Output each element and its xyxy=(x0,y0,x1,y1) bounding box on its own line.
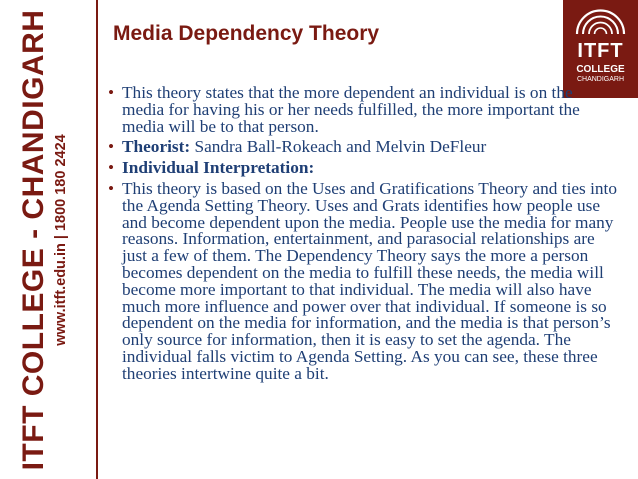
bullet-item xyxy=(106,178,618,383)
sidebar-vertical-text xyxy=(17,10,71,471)
bullet-text: Sandra Ball-Rokeach and Melvin DeFleur xyxy=(190,137,487,157)
bullet-text: This theory is based on the Uses and Gratifications Theory and ties into the Agenda Setting Theory. Uses and Grats identifies how people use and become dependent upon the media. People use the media for many reasons. Information, entertainment, and parasocial relationships are just a few of them. The Dependency Theory says the more a person becomes dependent on the media to fulfill these needs, the media will become more important to that individual. The media will also have much more influence and power over that individual. If someone is so dependent on the media for information, and the media is that person’s only source for information, then it is easy to set the agenda. The individual falls victim to Agenda Setting. As you can see, these three theories intertwine quite a bit. xyxy=(122,178,617,383)
bullet-icon: • xyxy=(108,137,115,157)
logo-arch-icon xyxy=(563,0,638,40)
bullet-label: Theorist: xyxy=(122,137,191,157)
logo-college: COLLEGE xyxy=(576,64,625,75)
logo-city: CHANDIGARH xyxy=(576,76,625,83)
bullet-icon: • xyxy=(108,158,115,178)
sidebar-contact: www.itft.edu.in | 1800 180 2424 xyxy=(53,134,69,346)
bullet-item xyxy=(106,160,618,177)
divider-line xyxy=(96,0,98,479)
bullet-item xyxy=(106,139,618,156)
bullet-list xyxy=(106,85,618,387)
bullet-icon: • xyxy=(108,178,115,198)
college-logo xyxy=(563,0,638,98)
sidebar-college-name: ITFT COLLEGE - CHANDIGARH xyxy=(17,9,50,471)
bullet-item xyxy=(106,85,618,135)
bullet-text: This theory states that the more dependent an individual is on the media for having his or her needs fulfilled, the more important the media will be to that person. xyxy=(122,83,580,136)
sidebar-branding xyxy=(0,0,88,479)
bullet-icon: • xyxy=(108,83,115,102)
logo-name: ITFT xyxy=(577,40,624,62)
slide-title: Media Dependency Theory xyxy=(113,22,380,45)
bullet-label: Individual Interpretation: xyxy=(122,158,315,178)
